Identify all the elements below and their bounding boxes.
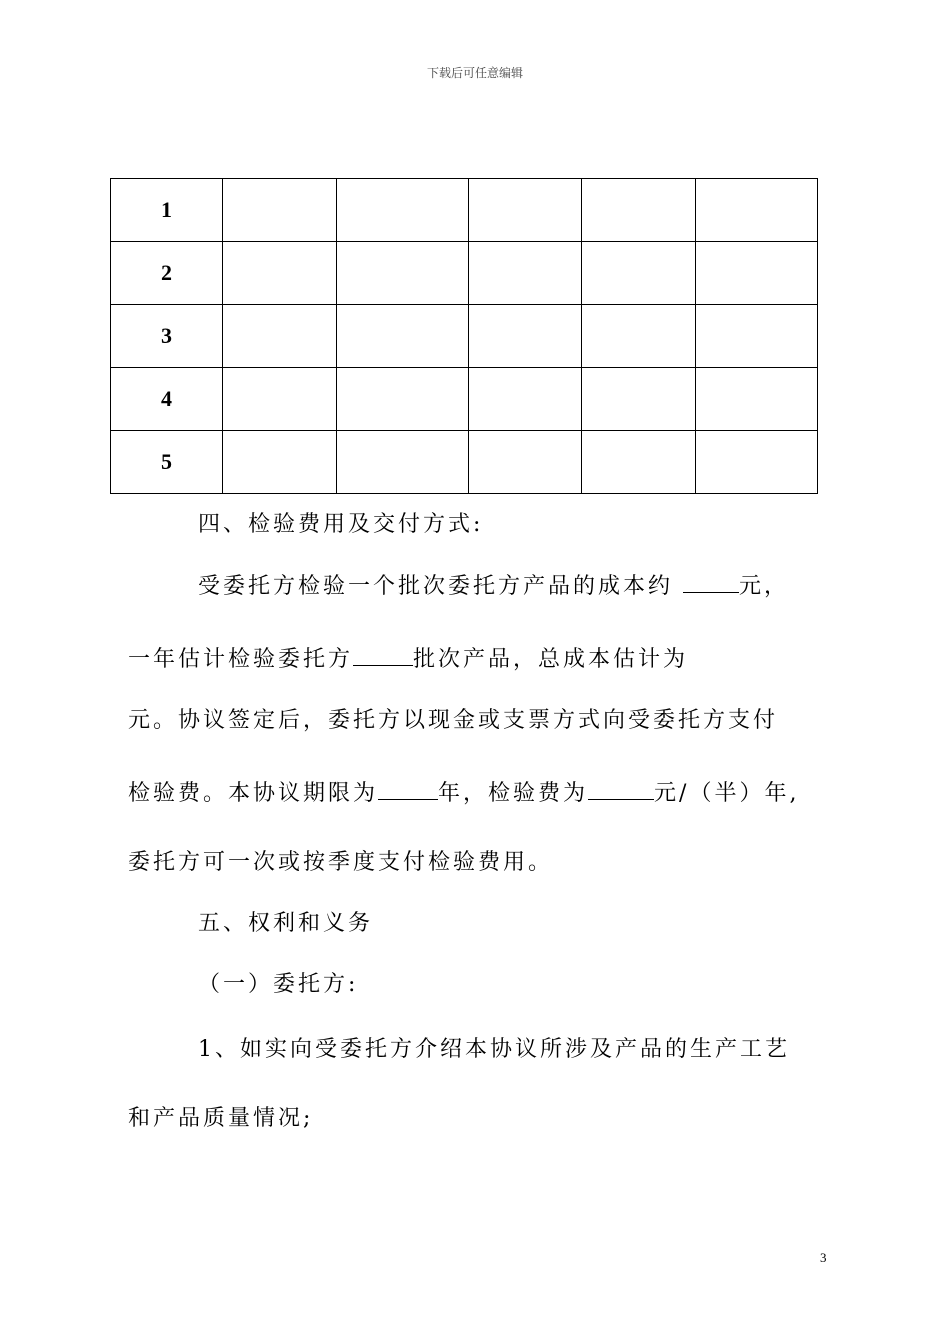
text-span: 元， [739,574,790,599]
fill-in-blank [378,777,438,800]
page-number: 3 [820,1250,827,1265]
table-cell [696,242,818,305]
table-cell [582,431,696,494]
section-4-paragraph-line [198,570,789,602]
table-cell [582,305,696,368]
table-row [111,368,818,431]
section-4-paragraph-line: 委托方可一次或按季度支付检验费用。 [128,850,554,875]
table-cell [337,431,469,494]
subsection-heading: （一）委托方: [198,972,359,997]
text-span: 检验费。本协议期限为 [128,781,379,806]
table-cell [696,368,818,431]
table-cell [582,179,696,242]
section-4-paragraph-line [128,777,799,809]
text-span: 批次产品，总成本估计为 [413,647,689,672]
table-cell [223,431,337,494]
table-cell [696,431,818,494]
table-cell [223,179,337,242]
section-4-paragraph-line: 元。协议签定后，委托方以现金或支票方式向受委托方支付 [128,708,779,733]
table-cell [582,242,696,305]
text-span: 一年估计检验委托方 [128,647,354,672]
table-row [111,179,818,242]
text-span: 元/（半）年, [654,781,800,806]
table-cell [337,305,469,368]
fill-in-blank [588,777,654,800]
table-cell [469,431,582,494]
list-item-line: 1、如实向受委托方介绍本协议所涉及产品的生产工艺 [198,1037,790,1062]
row-number-cell: 2 [111,242,223,305]
table-cell [223,305,337,368]
section-5-heading: 五、权利和义务 [198,911,374,936]
table-cell [337,179,469,242]
page-header: 下载后可任意编辑 [426,66,523,80]
text-span: 年，检验费为 [438,781,589,806]
table-cell [469,368,582,431]
row-number-cell: 3 [111,305,223,368]
section-4-heading: 四、检验费用及交付方式: [198,512,484,537]
table-row [111,242,818,305]
row-number-cell: 5 [111,431,223,494]
table-cell [469,305,582,368]
table-cell [337,242,469,305]
section-4-paragraph-line [128,643,688,675]
table-cell [696,305,818,368]
row-number-cell: 4 [111,368,223,431]
table-cell [223,242,337,305]
table-cell [582,368,696,431]
text-span: 受委托方检验一个批次委托方产品的成本约 [198,574,683,599]
table-cell [469,179,582,242]
fill-in-blank [683,570,739,593]
list-item-line: 和产品质量情况; [128,1106,314,1131]
table-row [111,305,818,368]
inspection-table [110,178,818,494]
row-number-cell: 1 [111,179,223,242]
table-cell [223,368,337,431]
table-row [111,431,818,494]
table-cell [696,179,818,242]
table-cell [337,368,469,431]
table-cell [469,242,582,305]
fill-in-blank [353,643,413,666]
